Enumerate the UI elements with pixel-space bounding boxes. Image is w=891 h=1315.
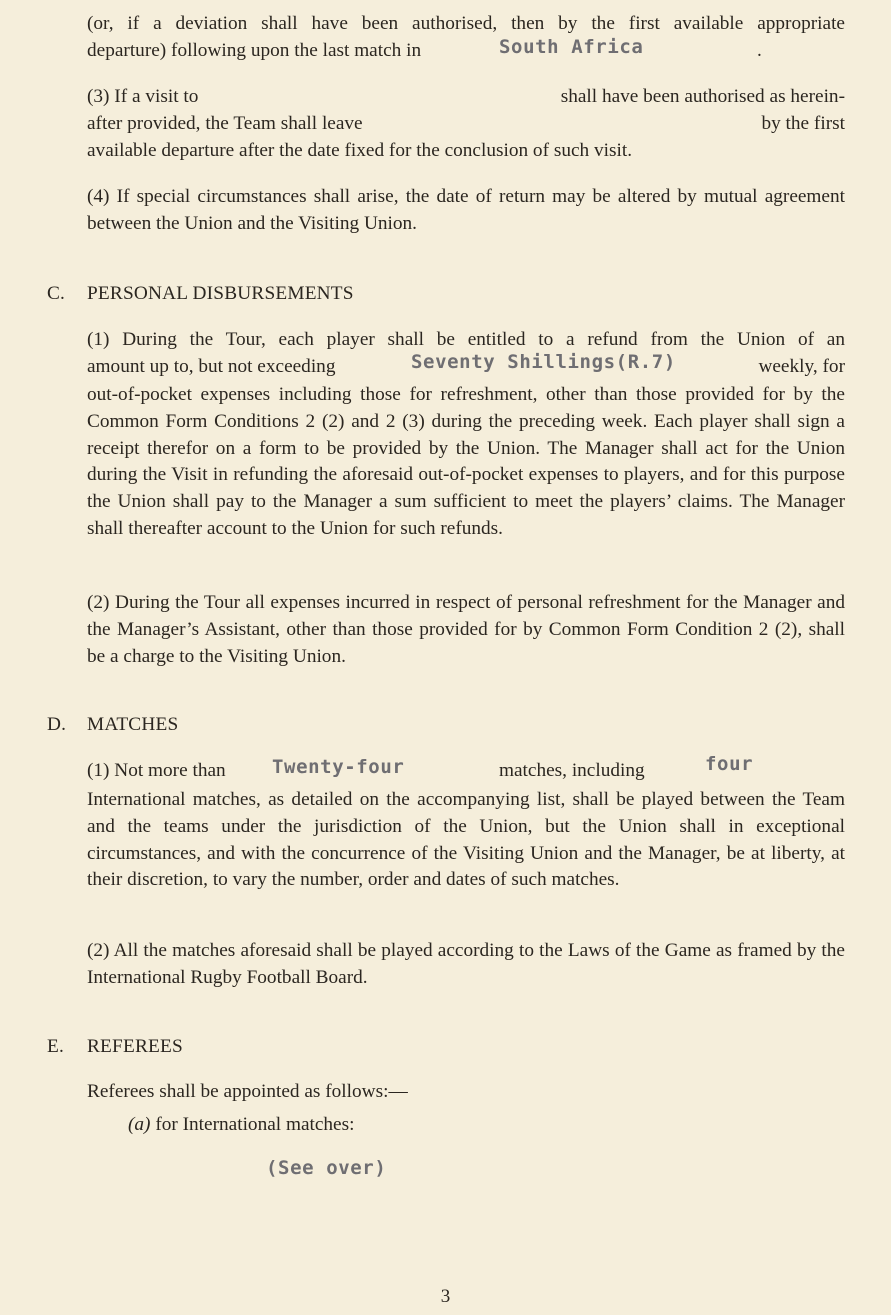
para2-line2: departure) following upon the last match in: [87, 40, 422, 61]
section-e-letter: E.: [47, 1036, 64, 1057]
c-p2: (2) During the Tour all expenses incurred in respect of personal refreshment for the Manager and the Manager’s Assistant, other than those provided for by Common Form Condition 2 (2), shall be a charge to the Visiting Union.: [87, 592, 845, 667]
para2-period: .: [757, 40, 762, 61]
section-c-heading: PERSONAL DISBURSEMENTS: [87, 283, 354, 304]
d-p1-rest: International matches, as detailed on the accompanying list, shall be played between the Team and the teams under the jurisdiction of the Union, but the Union shall in exceptional circumstances, and with the concurrence of the Visiting Union and the Manager, be at liberty, at their discretion, to vary the number, order and dates of such matches.: [87, 789, 845, 891]
c-p1-line2b: weekly, for: [758, 356, 845, 377]
typed-twenty-four: Twenty-four: [272, 756, 405, 778]
section-e-heading: REFEREES: [87, 1036, 183, 1057]
typed-seventy-shillings: Seventy Shillings(R.7): [411, 351, 676, 373]
c-p1-line2a: amount up to, but not exceeding: [87, 356, 336, 377]
para3-last-line: available departure after the date fixed for the conclusion of such visit.: [87, 140, 633, 161]
para3-by-first: by the first: [761, 113, 845, 134]
e-item-a-label: (a): [128, 1114, 151, 1135]
typed-south-africa: South Africa: [499, 36, 644, 58]
d-p1-not-more-than: (1) Not more than: [87, 760, 226, 781]
c-p1-rest: out-of-pocket expenses including those for refreshment, other than those provided for by the Common Form Conditions 2 (2) and 2 (3) during the preceding week. Each player shall sign a receipt therefor on a form to be provided by the Union. The Manager shall act for the Union during the Visit in refunding the aforesaid out-of-pocket expenses to players, and for this purpose the Union shall pay to the Manager a sum sufficient to meet the players’ claims. The Manager shall thereafter account to the Union for such refunds.: [87, 384, 845, 539]
para3-visit-to: (3) If a visit to: [87, 86, 199, 107]
section-d-letter: D.: [47, 714, 67, 735]
section-d-heading: MATCHES: [87, 714, 179, 735]
c-p1-line1: (1) During the Tour, each player shall be entitled to a refund from the Union of an: [87, 329, 845, 350]
para2-line1: (or, if a deviation shall have been authorised, then by the first available appropriate: [87, 13, 845, 34]
d-p2: (2) All the matches aforesaid shall be played according to the Laws of the Game as framed by the International Rugby Football Board.: [87, 940, 845, 988]
typed-four: four: [705, 753, 754, 775]
e-item-a-text: for International matches:: [155, 1114, 355, 1135]
d-p1-matches-including: matches, including: [499, 760, 645, 781]
typed-see-over: (See over): [266, 1157, 387, 1179]
section-c-letter: C.: [47, 283, 66, 304]
para3-authorised: shall have been authorised as herein-: [560, 86, 845, 107]
e-item-a: [128, 1114, 354, 1136]
para3-team-leave: after provided, the Team shall leave: [87, 113, 363, 134]
para4: (4) If special circumstances shall arise, the date of return may be altered by mutual agreement between the Union and the Visiting Union.: [87, 186, 845, 234]
e-intro: Referees shall be appointed as follows:—: [87, 1081, 408, 1102]
page-number: 3: [440, 1286, 451, 1307]
